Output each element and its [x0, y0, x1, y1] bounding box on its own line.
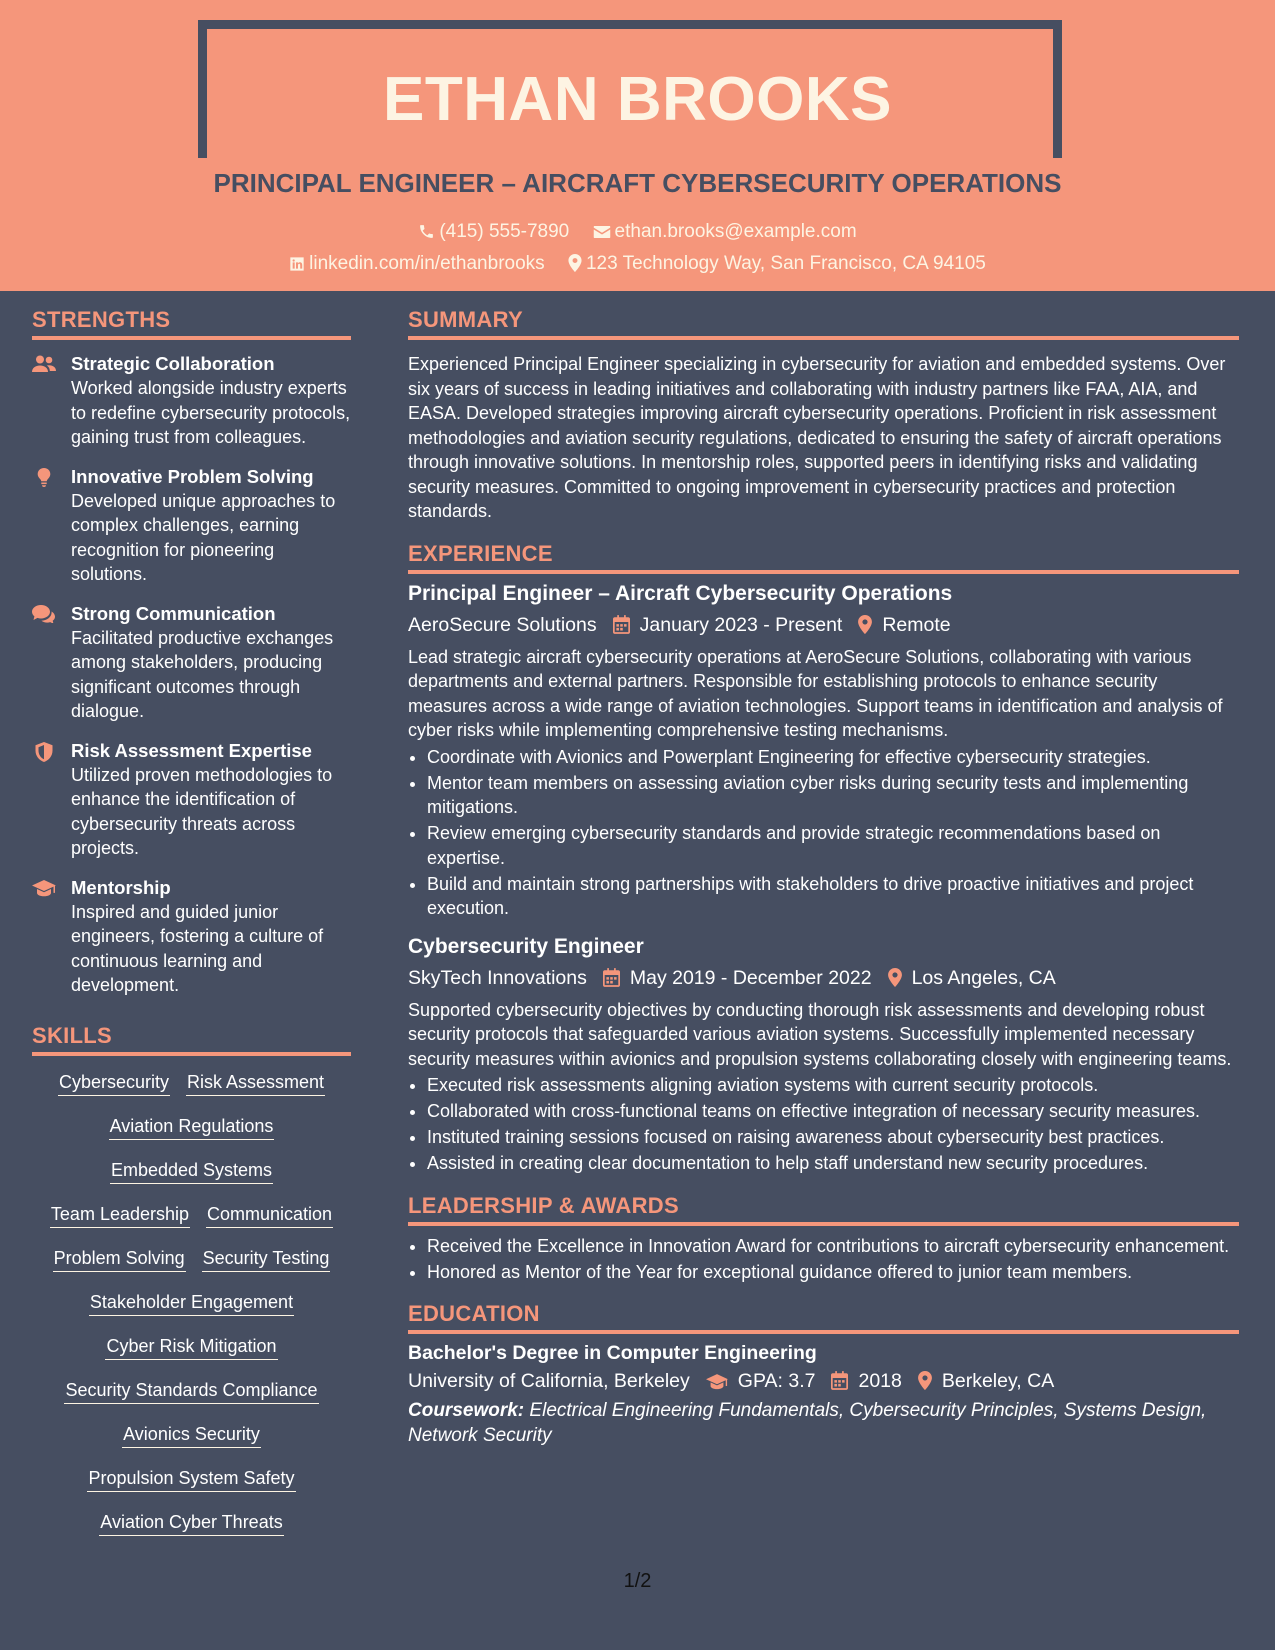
summary-text: Experienced Principal Engineer specializing in cybersecurity for aviation and embedded systems. Over six years of success in leading initiatives and collaborating with industry partners like FAA, AIA, and EASA. Developed strategies improving aircraft cybersecurity operations. Proficient in risk assessment methodologies and aviation security regulations, dedicated to ensuring the safety of aircraft operations through innovative solutions. In mentorship roles, supported peers in identifying risks and validating security measures. Committed to ongoing improvement in cybersecurity practices and protection standards. [408, 354, 1226, 521]
linkedin-text: linkedin.com/in/ethanbrooks [309, 253, 545, 274]
users-icon [32, 355, 56, 375]
skill-tag: Communication [206, 1202, 333, 1228]
candidate-name: ETHAN BROOKS [383, 65, 892, 134]
skills-row [32, 1290, 351, 1316]
envelope-icon [593, 224, 611, 240]
map-marker-icon [888, 968, 902, 987]
award-item: • Honored as Mentor of the Year for exceptional guidance offered to junior team members. [427, 1260, 1239, 1285]
phone-icon [418, 223, 435, 240]
skills-list [32, 1070, 351, 1536]
shield-icon [32, 742, 56, 762]
strength-title: Innovative Problem Solving [71, 465, 314, 487]
address-contact [568, 251, 986, 277]
skills-row [32, 1158, 351, 1184]
skill-tag: Cybersecurity [58, 1070, 170, 1096]
address-text: 123 Technology Way, San Francisco, CA 94105 [585, 253, 986, 274]
skills-row [32, 1246, 351, 1272]
contact-row-1 [0, 219, 1275, 245]
left-column [32, 304, 351, 1554]
job-bullet: • Instituted training sessions focused on raising awareness about cybersecurity best practices. [427, 1125, 1239, 1150]
skill-tag: Team Leadership [50, 1202, 190, 1228]
skills-row [32, 1334, 351, 1360]
skill-tag: Risk Assessment [186, 1070, 325, 1096]
experience-heading: EXPERIENCE [408, 538, 1239, 574]
strength-title: Mentorship [71, 876, 171, 898]
job-title: Principal Engineer – Aircraft Cybersecurity Operations [408, 581, 953, 605]
job-dates: January 2023 - Present [639, 613, 843, 636]
skill-tag: Stakeholder Engagement [89, 1290, 294, 1316]
strength-title: Strong Communication [71, 602, 276, 624]
skill-tag: Embedded Systems [110, 1158, 273, 1184]
degree-title: Bachelor's Degree in Computer Engineering [408, 1342, 817, 1364]
page-number: 1/2 [623, 1570, 652, 1592]
phone-contact [418, 219, 569, 245]
job-bullet: • Executed risk assessments aligning aviation systems with current security protocols. [427, 1073, 1239, 1098]
job-bullet: • Mentor team members on assessing aviation cyber risks during security tests and implementing mitigations. [427, 771, 1239, 820]
skill-tag: Aviation Cyber Threats [99, 1510, 283, 1536]
calendar-icon [613, 615, 630, 634]
job-meta [408, 611, 1239, 639]
skill-tag: Propulsion System Safety [87, 1466, 295, 1492]
education-heading: EDUCATION [408, 1298, 1239, 1334]
skill-tag: Security Standards Compliance [64, 1378, 318, 1404]
skill-tag: Avionics Security [122, 1422, 261, 1448]
map-marker-icon [858, 615, 872, 634]
strength-item [32, 465, 351, 587]
skills-row [32, 1466, 351, 1492]
skill-tag: Cyber Risk Mitigation [105, 1334, 277, 1360]
company-name: AeroSecure Solutions [408, 613, 597, 636]
skill-tag: Problem Solving [53, 1246, 186, 1272]
map-marker-icon [918, 1371, 932, 1390]
education-meta [408, 1367, 1239, 1395]
coursework-label: Coursework: [408, 1400, 525, 1421]
job-location: Los Angeles, CA [911, 966, 1056, 989]
calendar-icon [603, 968, 620, 987]
skills-row [32, 1422, 351, 1448]
strength-desc: Inspired and guided junior engineers, fostering a culture of continuous learning and development. [71, 901, 324, 995]
gpa: GPA: 3.7 [737, 1370, 816, 1392]
email-contact[interactable] [593, 219, 857, 245]
map-marker-icon [568, 254, 582, 272]
job-location: Remote [882, 613, 951, 636]
skills-row [32, 1510, 351, 1536]
award-item: • Received the Excellence in Innovation Award for contributions to aircraft cybersecurity enhancement. [427, 1234, 1239, 1259]
school-name: University of California, Berkeley [408, 1370, 690, 1392]
job-bullets [408, 745, 1239, 921]
strength-desc: Developed unique approaches to complex challenges, earning recognition for pioneering solutions. [71, 490, 336, 584]
comments-icon [32, 605, 56, 625]
job-dates: May 2019 - December 2022 [629, 966, 872, 989]
job-bullet: • Build and maintain strong partnerships with stakeholders to drive proactive initiatives and project execution. [427, 872, 1239, 921]
job-meta [408, 964, 1239, 992]
phone-text: (415) 555-7890 [439, 221, 570, 242]
job-bullet: • Assisted in creating clear documentation to help staff understand new security procedures. [427, 1151, 1239, 1176]
summary-heading: SUMMARY [408, 304, 1239, 340]
strength-item [32, 352, 351, 450]
skill-tag: Aviation Regulations [109, 1114, 275, 1140]
coursework-text: Electrical Engineering Fundamentals, Cybersecurity Principles, Systems Design, Network Security [408, 1400, 1207, 1446]
strength-desc: Worked alongside industry experts to redefine cybersecurity protocols, gaining trust from colleagues. [71, 378, 351, 447]
graduation-cap-icon [706, 1373, 728, 1390]
company-name: SkyTech Innovations [408, 966, 587, 989]
right-column [408, 304, 1239, 1448]
job-bullet: • Review emerging cybersecurity standards and provide strategic recommendations based on expertise. [427, 821, 1239, 870]
skills-row [32, 1114, 351, 1140]
strengths-heading: STRENGTHS [32, 304, 351, 340]
job-title: Cybersecurity Engineer [408, 934, 644, 958]
job-bullets [408, 1073, 1239, 1176]
skills-row [32, 1202, 351, 1228]
awards-heading: LEADERSHIP & AWARDS [408, 1190, 1239, 1226]
resume-header [0, 0, 1275, 291]
contact-row-2 [0, 251, 1275, 277]
strength-desc: Facilitated productive exchanges among stakeholders, producing significant outcomes through dialogue. [71, 627, 334, 721]
skills-heading: SKILLS [32, 1020, 351, 1056]
job-bullet: • Collaborated with cross-functional teams on effective integration of necessary security measures. [427, 1099, 1239, 1124]
skills-row [32, 1070, 351, 1096]
strength-title: Strategic Collaboration [71, 353, 275, 374]
school-location: Berkeley, CA [941, 1370, 1055, 1392]
lightbulb-icon [32, 468, 56, 488]
strength-item [32, 602, 351, 724]
strength-item [32, 739, 351, 861]
job-entry [408, 933, 1239, 1176]
linkedin-icon [289, 256, 305, 272]
strength-item [32, 876, 351, 998]
skill-tag: Security Testing [202, 1246, 331, 1272]
strength-desc: Utilized proven methodologies to enhance the identification of cybersecurity threats across projects. [71, 764, 333, 858]
job-headline: PRINCIPAL ENGINEER – AIRCRAFT CYBERSECURITY OPERATIONS [213, 168, 1062, 198]
coursework [408, 1398, 1239, 1448]
graduation-cap-icon [32, 879, 56, 899]
linkedin-contact[interactable] [289, 251, 545, 277]
email-text: ethan.brooks@example.com [614, 221, 857, 242]
strength-title: Risk Assessment Expertise [71, 739, 312, 761]
job-entry [408, 580, 1239, 921]
graduation-year: 2018 [858, 1370, 902, 1392]
calendar-icon [831, 1371, 848, 1390]
job-description: Lead strategic aircraft cybersecurity operations at AeroSecure Solutions, collaborating with various departments and external partners. Responsible for establishing protocols to enhance security measures across a wide range of aviation technologies. Support teams in identification and analysis of cyber risks while implementing comprehensive testing mechanisms. [408, 646, 1223, 740]
skills-row [32, 1378, 351, 1404]
job-bullet: • Coordinate with Avionics and Powerplant Engineering for effective cybersecurity strategies. [427, 745, 1239, 770]
awards-list [408, 1234, 1239, 1285]
job-description: Supported cybersecurity objectives by conducting thorough risk assessments and developing robust security protocols that safeguarded various aviation systems. Successfully implemented necessary security measures within avionics and propulsion systems collaborating closely with engineering teams. [408, 999, 1232, 1069]
